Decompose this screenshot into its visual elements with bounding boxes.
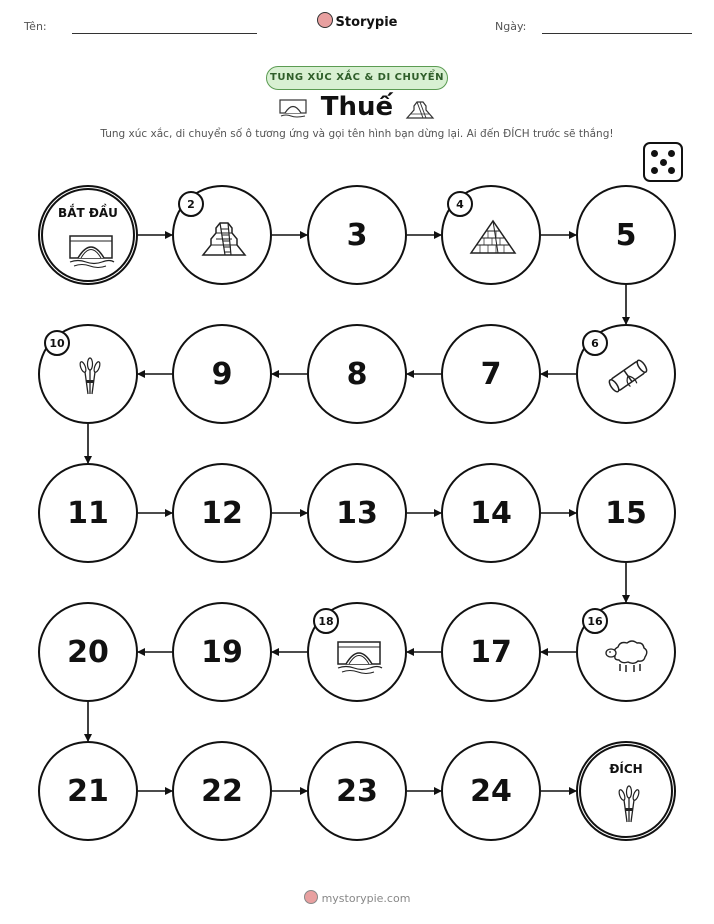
storypie-logo-icon <box>304 890 318 904</box>
space-number: 20 <box>67 634 109 670</box>
space-number: 21 <box>67 773 109 809</box>
space-number: 15 <box>605 495 647 531</box>
wheat-icon <box>604 784 654 824</box>
space-number: 5 <box>615 217 637 253</box>
footer <box>0 890 714 905</box>
footer-site: mystorypie.com <box>321 892 411 905</box>
space-number: 22 <box>201 773 243 809</box>
board-space-24[interactable] <box>441 741 541 841</box>
pyramid-icon <box>468 217 518 257</box>
board-space-12[interactable] <box>172 463 272 563</box>
board-space-18[interactable] <box>307 602 407 702</box>
space-number: 7 <box>480 356 502 392</box>
space-number: 8 <box>346 356 368 392</box>
board-space-21[interactable] <box>38 741 138 841</box>
board-space-13[interactable] <box>307 463 407 563</box>
space-number: 11 <box>67 495 109 531</box>
sheep-icon <box>603 634 653 674</box>
name-label: Tên: <box>24 20 47 33</box>
board-space-14[interactable] <box>441 463 541 563</box>
board-space-16[interactable] <box>576 602 676 702</box>
page-title: Thuế <box>320 92 394 122</box>
scroll-icon <box>603 356 653 396</box>
space-number: 14 <box>470 495 512 531</box>
bridge-icon <box>334 634 384 674</box>
space-number: 13 <box>336 495 378 531</box>
space-number: 3 <box>346 217 368 253</box>
mayan-pyramid-icon <box>199 217 249 257</box>
board-space-3[interactable] <box>307 185 407 285</box>
finish-space[interactable] <box>576 741 676 841</box>
space-number: 23 <box>336 773 378 809</box>
board-space-6[interactable] <box>576 324 676 424</box>
space-number: 24 <box>470 773 512 809</box>
space-number-badge: 4 <box>447 191 473 217</box>
space-number: 12 <box>201 495 243 531</box>
board-space-19[interactable] <box>172 602 272 702</box>
board-space-4[interactable] <box>441 185 541 285</box>
board-space-2[interactable] <box>172 185 272 285</box>
instructions: Tung xúc xắc, di chuyển số ô tương ứng và gọi tên hình bạn dừng lại. Ai đến ĐÍCH trước sẽ thắng! <box>100 128 614 140</box>
finish-label: ĐÍCH <box>609 762 643 776</box>
space-number: 19 <box>201 634 243 670</box>
board-space-23[interactable] <box>307 741 407 841</box>
board-space-8[interactable] <box>307 324 407 424</box>
space-number-badge: 16 <box>582 608 608 634</box>
start-space[interactable] <box>38 185 138 285</box>
space-number-badge: 10 <box>44 330 70 356</box>
board-space-10[interactable] <box>38 324 138 424</box>
board-space-11[interactable] <box>38 463 138 563</box>
space-number-badge: 6 <box>582 330 608 356</box>
bridge-icon <box>66 228 116 268</box>
board-space-17[interactable] <box>441 602 541 702</box>
date-label: Ngày: <box>495 20 527 33</box>
board-space-20[interactable] <box>38 602 138 702</box>
space-number-badge: 2 <box>178 191 204 217</box>
board-space-5[interactable] <box>576 185 676 285</box>
board-space-15[interactable] <box>576 463 676 563</box>
board-space-7[interactable] <box>441 324 541 424</box>
space-number: 17 <box>470 634 512 670</box>
space-number: 9 <box>211 356 233 392</box>
start-label: BẮT ĐẦU <box>58 206 118 220</box>
space-number-badge: 18 <box>313 608 339 634</box>
brand-name: Storypie <box>335 15 398 30</box>
board-space-22[interactable] <box>172 741 272 841</box>
wheat-icon <box>65 356 115 396</box>
game-tag: TUNG XÚC XẮC & DI CHUYỂN <box>266 66 448 90</box>
board-space-9[interactable] <box>172 324 272 424</box>
